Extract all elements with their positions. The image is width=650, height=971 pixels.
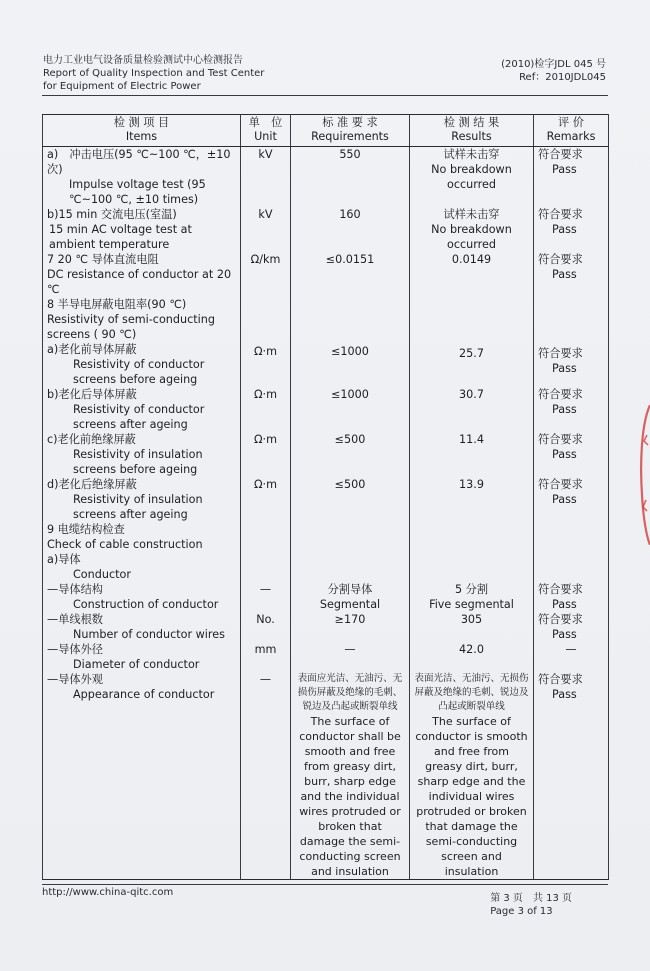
- item-cell: —导体外径 Diameter of conductor: [43, 642, 241, 672]
- requirement-cell: ≤1000: [291, 387, 410, 432]
- org-name-en-line2: for Equipment of Electric Power: [43, 81, 201, 92]
- table-row: [43, 342, 609, 387]
- section-heading-cell: 8 半导电屏蔽电阻率(90 ℃) Resistivity of semi-conducting screens ( 90 ℃): [43, 297, 241, 342]
- table-row: [43, 207, 609, 252]
- result-cell: 13.9: [410, 477, 534, 522]
- table-row: [43, 672, 609, 880]
- requirement-cell: ≤0.0151: [291, 252, 410, 297]
- col-header-items: 检 测 项 目 Items: [43, 115, 241, 147]
- item-cell: 7 20 ℃ 导体直流电阻 DC resistance of conductor at 20 ℃: [43, 252, 241, 297]
- ref-number-en: Ref：2010JDL045: [519, 72, 606, 83]
- requirement-cell: 160: [291, 207, 410, 252]
- remark-cell: 符合要求 Pass: [534, 147, 609, 208]
- table-row: [43, 387, 609, 432]
- unit-cell: Ω·m: [241, 432, 291, 477]
- item-cell: a)老化前导体屏蔽 Resistivity of conductor screens before ageing: [43, 342, 241, 387]
- table-row: [43, 582, 609, 612]
- table-row: [43, 252, 609, 297]
- item-cell: —单线根数 Number of conductor wires: [43, 612, 241, 642]
- item-cell: b)15 min 交流电压(室温) 15 min AC voltage test at ambient temperature: [43, 207, 241, 252]
- unit-cell: Ω·m: [241, 342, 291, 387]
- remark-cell: 符合要求 Pass: [534, 207, 609, 252]
- item-cell: b)老化后导体屏蔽 Resistivity of conductor screens after ageing: [43, 387, 241, 432]
- table-row: [43, 522, 609, 582]
- table-row: [43, 612, 609, 642]
- remark-cell: 符合要求 Pass: [534, 477, 609, 522]
- unit-cell: mm: [241, 642, 291, 672]
- ref-number-cn: (2010)检字JDL 045 号: [501, 59, 606, 70]
- red-seal-stamp-edge: [638, 405, 650, 545]
- remark-cell: 符合要求 Pass: [534, 342, 609, 387]
- col-header-unit: 单 位 Unit: [241, 115, 291, 147]
- remark-cell: 符合要求 Pass: [534, 672, 609, 880]
- section-heading-cell: 9 电缆结构检查 Check of cable construction a)导体 Conductor: [43, 522, 241, 582]
- requirement-cell: 表面应光洁、无油污、无损伤屏蔽及绝缘的毛刺、锐边及凸起或断裂单线 The surface of conductor shall be smooth and free from greasy dirt, burr, sharp edge and the individual wires protruded or broken that damage the semi-conducting screen and insulation: [291, 672, 410, 880]
- requirement-cell: 分割导体 Segmental: [291, 582, 410, 612]
- table-row: [43, 477, 609, 522]
- col-header-remarks: 评 价 Remarks: [534, 115, 609, 147]
- unit-cell: —: [241, 582, 291, 612]
- org-name-cn: 电力工业电气设备质量检验测试中心检测报告: [43, 55, 243, 66]
- col-header-requirements: 标 准 要 求 Requirements: [291, 115, 410, 147]
- result-cell: 试样未击穿 No breakdown occurred: [410, 147, 534, 208]
- item-cell: c)老化前绝缘屏蔽 Resistivity of insulation screens before ageing: [43, 432, 241, 477]
- requirement-cell: ≥170: [291, 612, 410, 642]
- unit-cell: Ω·m: [241, 387, 291, 432]
- table-row: [43, 147, 609, 208]
- footer-url: http://www.china-qitc.com: [42, 887, 174, 898]
- result-cell: 25.7: [410, 342, 534, 387]
- footer-divider: [42, 884, 608, 885]
- report-header-org: [43, 54, 264, 93]
- table-row: [43, 432, 609, 477]
- remark-cell: 符合要求 Pass: [534, 252, 609, 297]
- result-cell: 30.7: [410, 387, 534, 432]
- unit-cell: kV: [241, 147, 291, 208]
- item-cell: —导体结构 Construction of conductor: [43, 582, 241, 612]
- unit-cell: No.: [241, 612, 291, 642]
- org-name-en-line1: Report of Quality Inspection and Test Center: [43, 68, 265, 79]
- table-row: [43, 297, 609, 342]
- footer-page-number: [490, 892, 572, 918]
- remark-cell: 符合要求 Pass: [534, 582, 609, 612]
- requirement-cell: ≤500: [291, 477, 410, 522]
- unit-cell: —: [241, 672, 291, 880]
- unit-cell: Ω·m: [241, 477, 291, 522]
- table-row: [43, 642, 609, 672]
- result-cell: 42.0: [410, 642, 534, 672]
- item-cell: d)老化后绝缘屏蔽 Resistivity of insulation screens after ageing: [43, 477, 241, 522]
- result-cell: 305: [410, 612, 534, 642]
- table-header-row: [43, 115, 609, 147]
- result-cell: 0.0149: [410, 252, 534, 297]
- unit-cell: kV: [241, 207, 291, 252]
- remark-cell: 符合要求 Pass: [534, 612, 609, 642]
- item-cell: a) 冲击电压(95 ℃~100 ℃，±10 次) Impulse voltage test (95 ℃~100 ℃, ±10 times): [43, 147, 241, 208]
- col-header-results: 检 测 结 果 Results: [410, 115, 534, 147]
- page-number-en: Page 3 of 13: [490, 906, 553, 917]
- report-header-ref: [501, 58, 606, 84]
- requirement-cell: ≤1000: [291, 342, 410, 387]
- requirement-cell: 550: [291, 147, 410, 208]
- requirement-cell: ≤500: [291, 432, 410, 477]
- remark-cell: 符合要求 Pass: [534, 387, 609, 432]
- test-results-table: [42, 114, 609, 880]
- requirement-cell: —: [291, 642, 410, 672]
- result-cell: 表面光洁、无油污、无损伤屏蔽及绝缘的毛刺、锐边及凸起或断裂单线 The surface of conductor is smooth and free from greasy dirt, burr, sharp edge and the individual wires protruded or broken that damage the semi-conducting screen and insulation: [410, 672, 534, 880]
- remark-cell: 符合要求 Pass: [534, 432, 609, 477]
- result-cell: 11.4: [410, 432, 534, 477]
- header-divider: [42, 95, 608, 96]
- result-cell: 5 分割 Five segmental: [410, 582, 534, 612]
- item-cell: —导体外观 Appearance of conductor: [43, 672, 241, 880]
- remark-cell: —: [534, 642, 609, 672]
- page-number-cn: 第 3 页 共 13 页: [490, 893, 572, 904]
- result-cell: 试样未击穿 No breakdown occurred: [410, 207, 534, 252]
- unit-cell: Ω/km: [241, 252, 291, 297]
